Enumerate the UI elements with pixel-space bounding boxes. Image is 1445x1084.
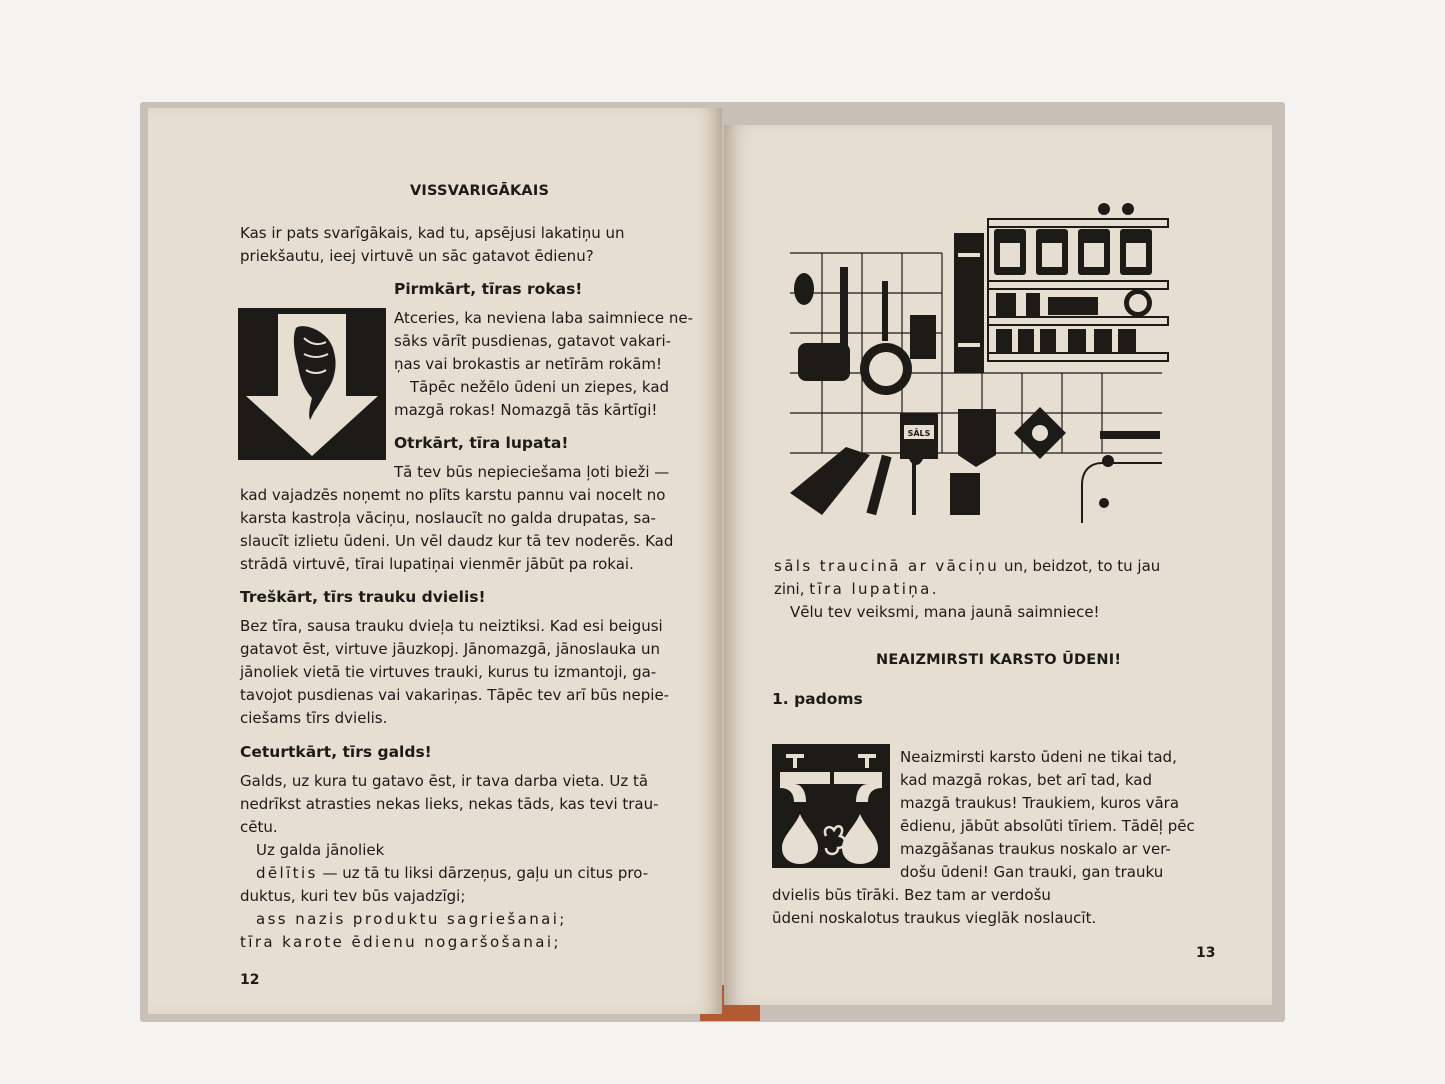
s3-line-3: jānoliek vietā tie virtuves trauki, kurus tu izmantoji, ga-	[240, 663, 657, 681]
tip-line-8: ūdeni noskalotus traukus vieglāk noslaucīt.	[772, 909, 1097, 927]
right-page-number: 13	[1196, 945, 1216, 961]
section-title-hands: Pirmkārt, tīras rokas!	[394, 280, 583, 298]
s2-line-4: slaucīt izlietu ūdeni. Un vēl daudz kur tā tev noderēs. Kad	[240, 532, 674, 550]
list-item-spoon-rest: ēdienu nogaršošanai;	[344, 933, 561, 951]
hot-water-tap-icon	[772, 744, 890, 868]
list-item-board-rest: — uz tā tu liksi dārzeņus, gaļu un citus pro-	[317, 864, 649, 882]
right-cont-line-2b: tīra lupatiņa.	[809, 580, 939, 598]
s1-line-1: Atceries, ka neviena laba saimniece ne-	[394, 309, 694, 327]
right-cont-line-1b: un, beidzot, to tu jau	[999, 557, 1161, 575]
right-cont-line-2a: zini,	[774, 580, 810, 598]
s3-line-1: Bez tīra, sausa trauku dvieļa tu neiztiksi. Kad esi beigusi	[240, 617, 663, 635]
section-title-table: Ceturtkārt, tīrs galds!	[240, 743, 432, 761]
tip-line-1: Neaizmirsti karsto ūdeni ne tikai tad,	[900, 748, 1177, 766]
tip-line-7: dvielis būs tīrāki. Bez tam ar verdošu	[772, 886, 1051, 904]
right-wish: Vēlu tev veiksmi, mana jaunā saimniece!	[790, 603, 1100, 621]
tip-line-3: mazgā traukus! Traukiem, kuros vāra	[900, 794, 1180, 812]
s1-line-3: ņas vai brokastis ar netīrām rokām!	[394, 355, 663, 373]
right-cont-line-1	[774, 555, 1160, 578]
s3-line-5: ciešams tīrs dvielis.	[240, 709, 388, 727]
section-title-towel: Treškārt, tīrs trauku dvielis!	[240, 588, 486, 606]
list-item-board-word: dēlītis	[256, 864, 318, 882]
s2-line-5: strādā virtuvē, tīrai lupatiņai vienmēr jābūt pa rokai.	[240, 555, 634, 573]
s3-line-2: gatavot ēst, virtuve jāuzkopj. Jānomazgā, jānoslauka un	[240, 640, 661, 658]
hand-arrow-icon	[238, 308, 386, 460]
s4-line-3: cētu.	[240, 818, 278, 836]
salt-label: SĀLS	[907, 429, 931, 438]
right-cont-line-2	[774, 578, 939, 601]
left-heading: VISSVARIGĀKAIS	[410, 183, 550, 199]
tip-line-5: mazgāšanas traukus noskalo ar ver-	[900, 840, 1171, 858]
section-title-cloth: Otrkārt, tīra lupata!	[394, 434, 569, 452]
tip-line-6: došu ūdeni! Gan trauki, gan trauku	[900, 863, 1164, 881]
list-item-board	[256, 862, 648, 885]
s3-line-4: tavojot pusdienas vai vakariņas. Tāpēc tev arī būs nepie-	[240, 686, 670, 704]
list-item-spoon	[240, 931, 561, 954]
list-item-knife	[256, 908, 567, 931]
s4-line-1: Galds, uz kura tu gatavo ēst, ir tava darba vieta. Uz tā	[240, 772, 649, 790]
tip-line-4: ēdienu, jābūt absolūti tīriem. Tādēļ pēc	[900, 817, 1195, 835]
s2-line-3: karsta kastroļa vāciņu, noslaucīt no galda drupatas, sa-	[240, 509, 656, 527]
tip-line-2: kad mazgā rokas, bet arī tad, kad	[900, 771, 1153, 789]
s4-line-2: nedrīkst atrasties nekas lieks, nekas tāds, kas tevi trau-	[240, 795, 659, 813]
left-page-number: 12	[240, 972, 260, 988]
tip-label: 1. padoms	[772, 690, 863, 708]
s1-line-5: mazgā rokas! Nomazgā tās kārtīgi!	[394, 401, 658, 419]
list-item-spoon-word: tīra karote	[240, 933, 345, 951]
kitchen-illustration	[782, 193, 1186, 529]
right-cont-line-1a: sāls traucinā ar vāciņu	[774, 557, 1000, 575]
s2-line-1: Tā tev būs nepieciešama ļoti bieži —	[394, 463, 670, 481]
list-item-knife-word: ass nazis	[256, 910, 346, 928]
intro-line-2: priekšautu, ieej virtuvē un sāc gatavot ēdienu?	[240, 247, 594, 265]
list-item-knife-rest: produktu sagriešanai;	[345, 910, 567, 928]
s4-line-4: Uz galda jānoliek	[256, 841, 385, 859]
s1-line-2: sāks vārīt pusdienas, gatavot vakari-	[394, 332, 672, 350]
s2-line-2: kad vajadzēs noņemt no plīts karstu pannu vai nocelt no	[240, 486, 666, 504]
right-heading: NEAIZMIRSTI KARSTO ŪDENI!	[876, 652, 1122, 668]
list-item-board-cont: duktus, kuri tev būs vajadzīgi;	[240, 887, 466, 905]
s1-line-4: Tāpēc nežēlo ūdeni un ziepes, kad	[410, 378, 670, 396]
right-page	[724, 125, 1272, 1005]
intro-line-1: Kas ir pats svarīgākais, kad tu, apsējusi lakatiņu un	[240, 224, 625, 242]
left-page	[148, 108, 722, 1014]
